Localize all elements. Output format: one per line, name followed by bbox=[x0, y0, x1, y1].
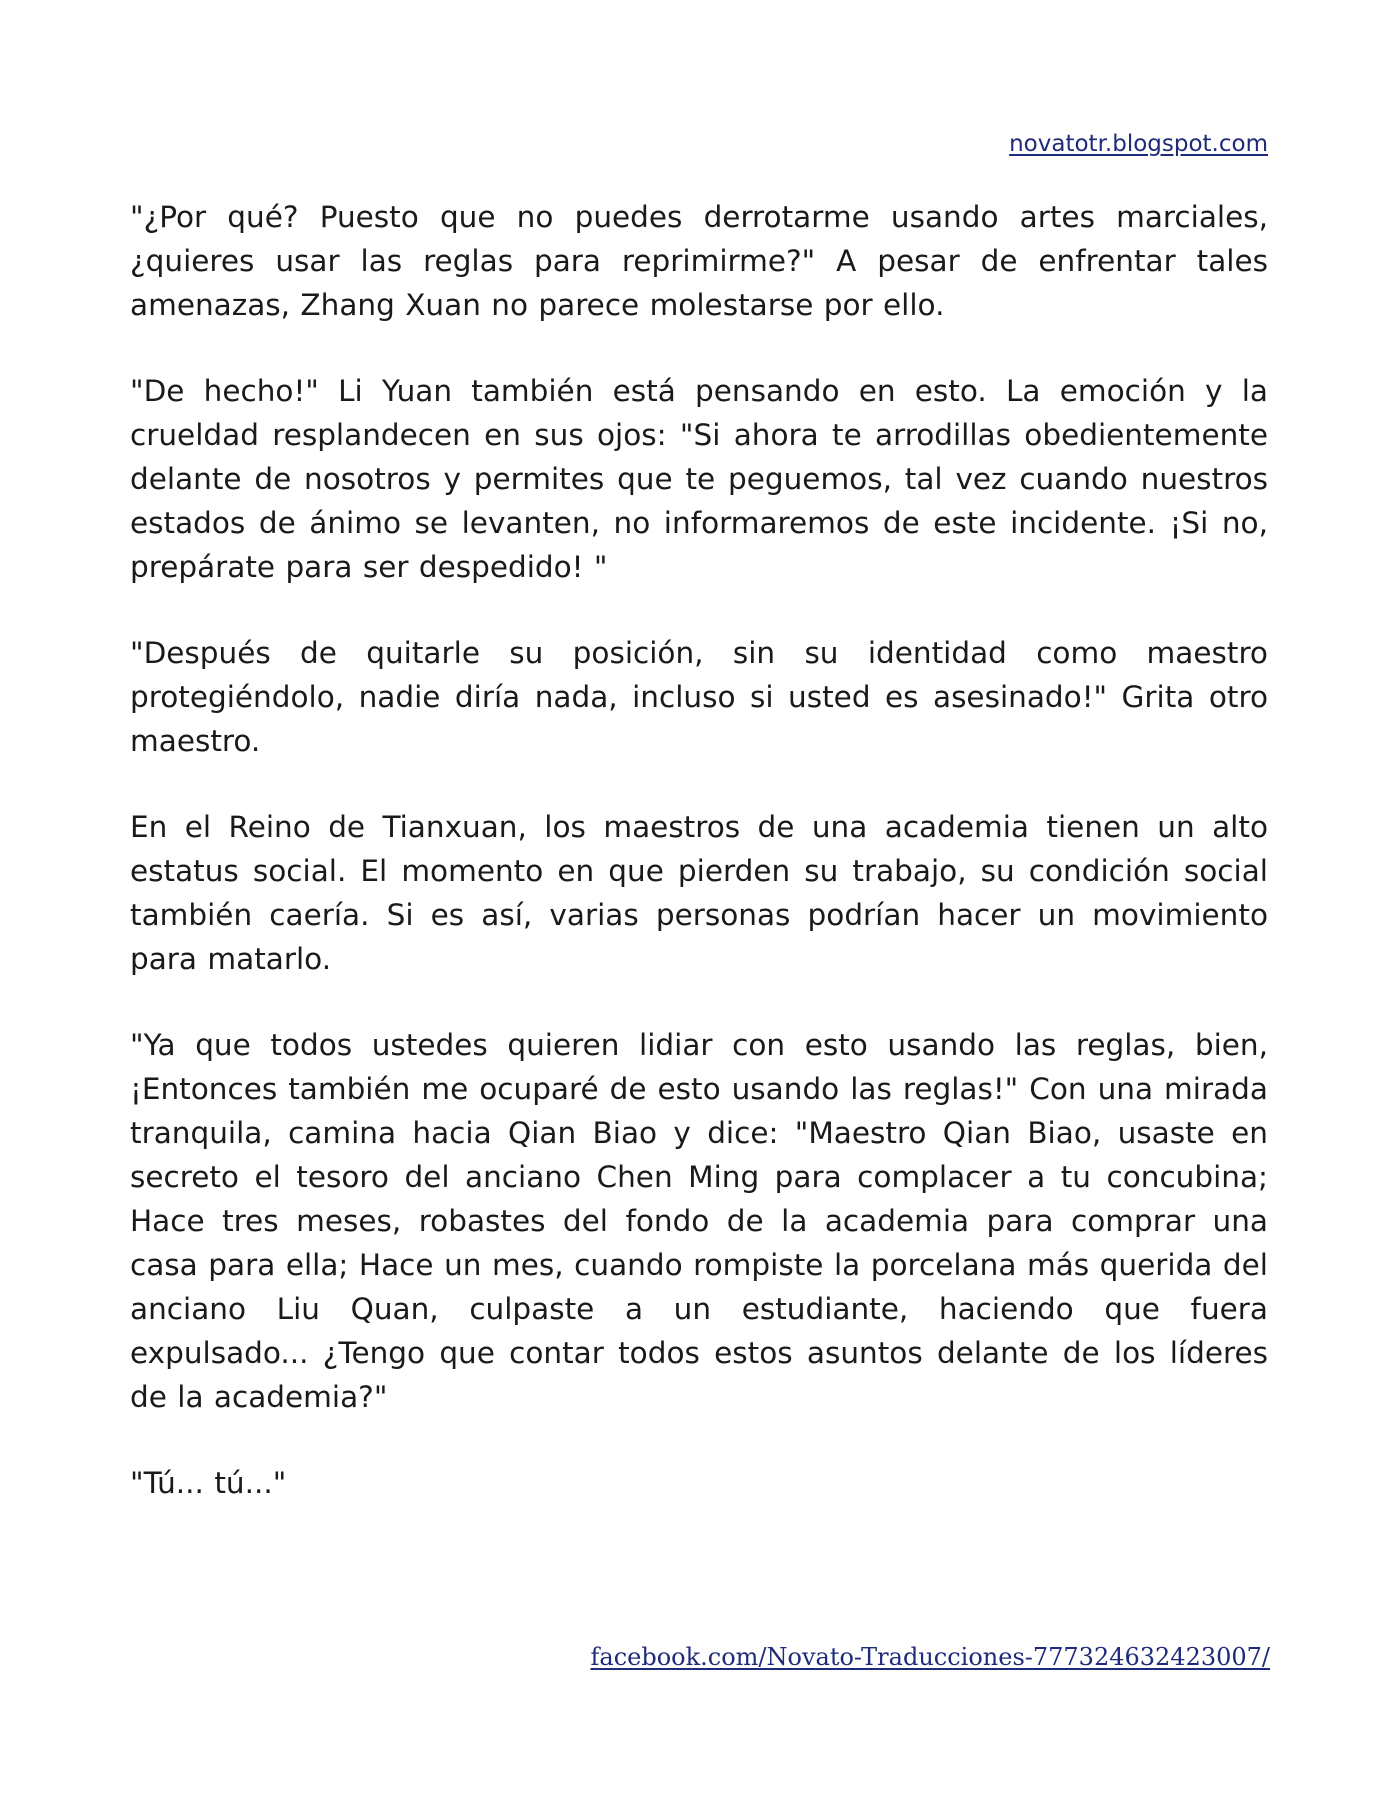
paragraph-4: En el Reino de Tianxuan, los maestros de una academia tienen un alto estatus social. El momento en que pierden su trabajo, su condición social también caería. Si es así, varias personas podrían hacer un movimiento para matarlo. bbox=[130, 810, 1268, 976]
paragraph-1: "¿Por qué? Puesto que no puedes derrotarme usando artes marciales, ¿quieres usar las reglas para reprimirme?" A pesar de enfrentar tales amenazas, Zhang Xuan no parece molestarse por ello. bbox=[130, 200, 1268, 322]
paragraph-2: "De hecho!" Li Yuan también está pensando en esto. La emoción y la crueldad resplandecen en sus ojos: "Si ahora te arrodillas obedientemente delante de nosotros y permites que te peguemos, tal vez cuando nuestros estados de ánimo se levanten, no informaremos de este incidente. ¡Si no, prepárate para ser despedido! " bbox=[130, 374, 1268, 584]
facebook-link[interactable]: facebook.com/Novato-Traducciones-777324632423007/ bbox=[590, 1643, 1270, 1671]
blog-link[interactable]: novatotr.blogspot.com bbox=[1009, 131, 1268, 157]
document-body bbox=[130, 195, 1268, 1547]
paragraph-6: "Tú... tú..." bbox=[130, 1466, 287, 1500]
paragraph-3: "Después de quitarle su posición, sin su identidad como maestro protegiéndolo, nadie diría nada, incluso si usted es asesinado!" Grita otro maestro. bbox=[130, 636, 1268, 758]
paragraph-5: "Ya que todos ustedes quieren lidiar con esto usando las reglas, bien, ¡Entonces también me ocuparé de esto usando las reglas!" Con una mirada tranquila, camina hacia Qian Biao y dice: "Maestro Qian Biao, usaste en secreto el tesoro del anciano Chen Ming para complacer a tu concubina; Hace tres meses, robastes del fondo de la academia para comprar una casa para ella; Hace un mes, cuando rompiste la porcelana más querida del anciano Liu Quan, culpaste a un estudiante, haciendo que fuera expulsado... ¿Tengo que contar todos estos asuntos delante de los líderes de la academia?" bbox=[130, 1028, 1268, 1414]
